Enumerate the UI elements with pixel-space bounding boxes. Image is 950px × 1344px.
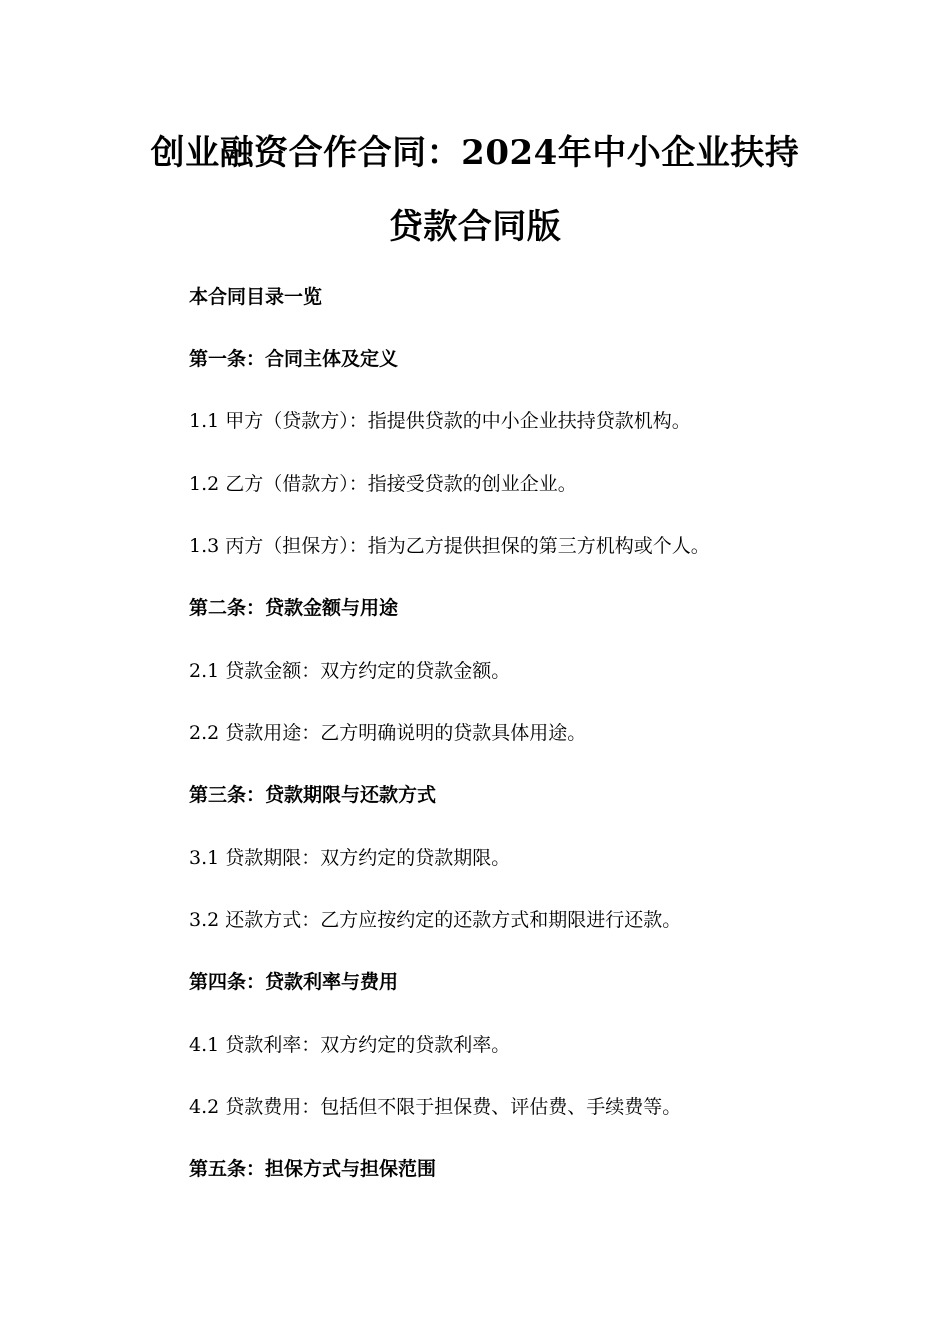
clause-text: 1.1 甲方（贷款方）：指提供贷款的中小企业扶持贷款机构。 bbox=[189, 410, 691, 432]
clause-text: 3.1 贷款期限：双方约定的贷款期限。 bbox=[189, 847, 511, 869]
clause-text: 2.2 贷款用途：乙方明确说明的贷款具体用途。 bbox=[189, 722, 587, 744]
article-heading: 第三条：贷款期限与还款方式 bbox=[189, 784, 437, 806]
article-heading: 第五条：担保方式与担保范围 bbox=[189, 1158, 437, 1180]
document-title-line-1: 创业融资合作合同：2024年中小企业扶持 bbox=[150, 133, 800, 173]
article-heading: 第四条：贷款利率与费用 bbox=[189, 971, 399, 993]
clause-text: 3.2 还款方式：乙方应按约定的还款方式和期限进行还款。 bbox=[189, 909, 682, 931]
article-heading: 第二条：贷款金额与用途 bbox=[189, 597, 399, 619]
article-heading: 第一条：合同主体及定义 bbox=[189, 348, 399, 370]
document-title-line-2: 贷款合同版 bbox=[388, 207, 562, 247]
clause-text: 2.1 贷款金额：双方约定的贷款金额。 bbox=[189, 660, 511, 682]
clause-text: 4.1 贷款利率：双方约定的贷款利率。 bbox=[189, 1034, 511, 1056]
toc-heading: 本合同目录一览 bbox=[189, 286, 323, 308]
clause-text: 1.3 丙方（担保方）：指为乙方提供担保的第三方机构或个人。 bbox=[189, 535, 710, 557]
clause-text: 4.2 贷款费用：包括但不限于担保费、评估费、手续费等。 bbox=[189, 1096, 682, 1118]
clause-text: 1.2 乙方（借款方）：指接受贷款的创业企业。 bbox=[189, 473, 577, 495]
